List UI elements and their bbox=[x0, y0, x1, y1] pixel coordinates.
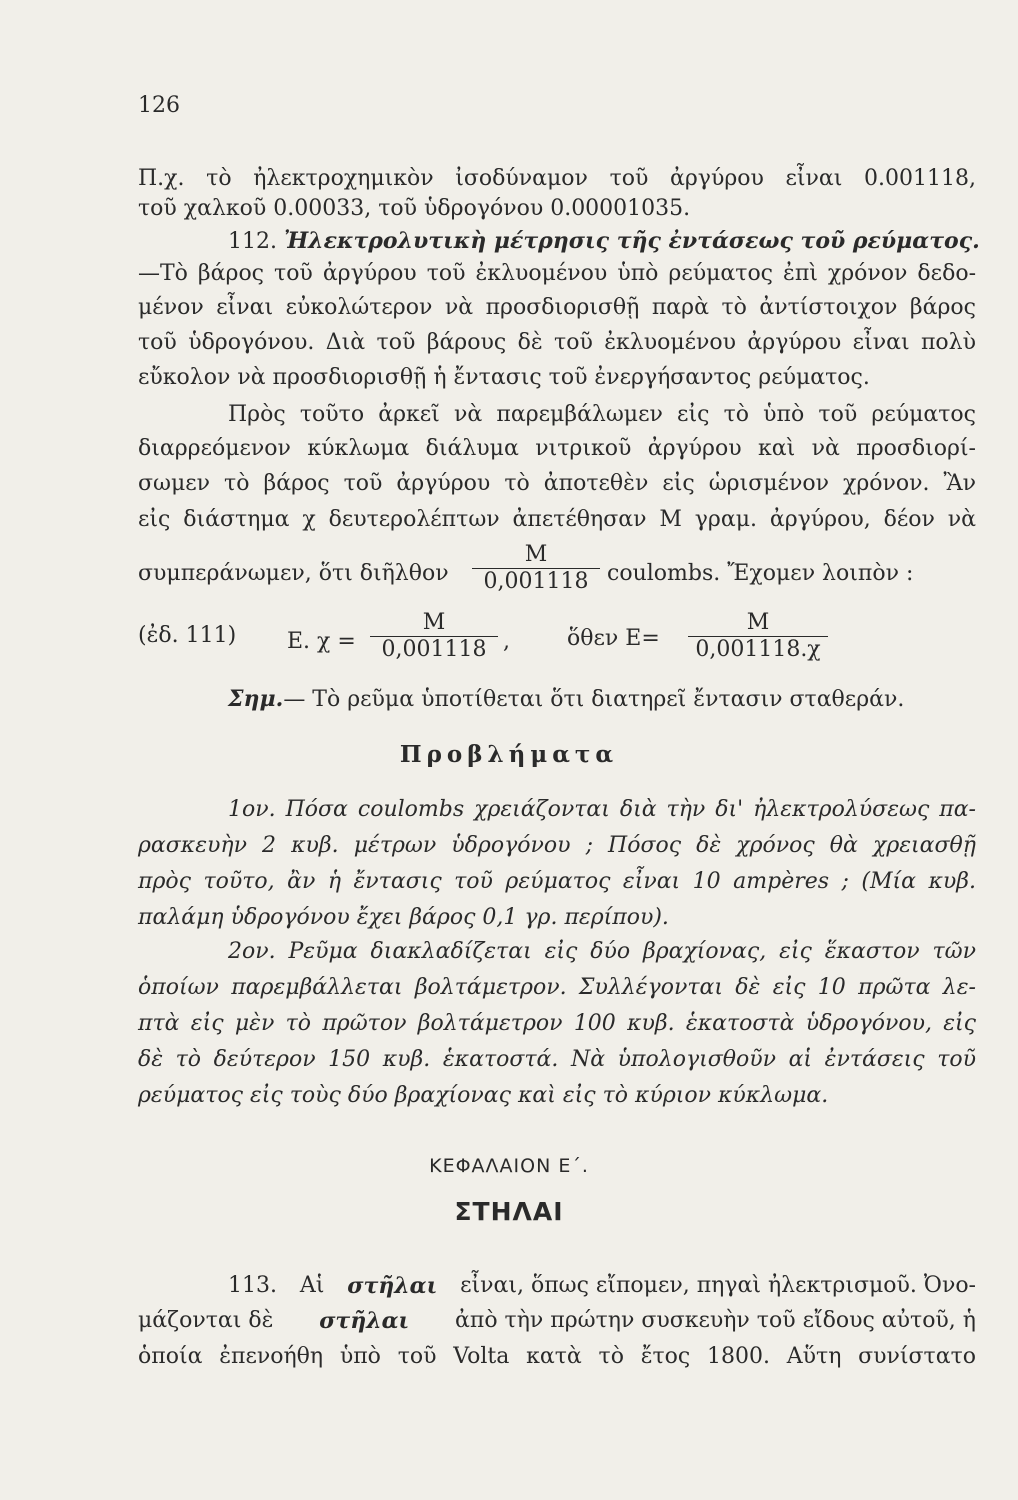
fraction-equation-2-denominator: 0,001118.χ bbox=[688, 636, 828, 663]
problem-2-line-4: δὲ τὸ δεύτερον 150 κυβ. ἑκατοστά. Νὰ ὑπολογισθοῦν αἱ ἐντάσεις τοῦ bbox=[138, 1047, 976, 1072]
fraction-coulombs-numerator: M bbox=[524, 542, 548, 567]
section-112-line-2: μένον εἶναι εὐκολώτερον νὰ προσδιορισθῇ παρὰ τὸ ἀντίστοιχον βάρος bbox=[138, 295, 976, 320]
section-113-line-3: ὁποία ἐπενοήθη ὑπὸ τοῦ Volta κατὰ τὸ ἔτος 1800. Αὕτη συνίστατο bbox=[138, 1344, 976, 1369]
section-112-line-1: —Τὸ βάρος τοῦ ἀργύρου τοῦ ἐκλυομένου ὑπὸ ρεύματος ἐπὶ χρόνον δεδο- bbox=[138, 261, 976, 286]
section-112-line-3: τοῦ ὑδρογόνου. Διὰ τοῦ βάρους δὲ τοῦ ἐκλυομένου ἀργύρου εἶναι πολὺ bbox=[138, 330, 976, 355]
note-text: — Τὸ ρεῦμα ὑποτίθεται ὅτι διατηρεῖ ἔντασιν σταθεράν. bbox=[283, 687, 905, 712]
fraction-equation-1-numerator: M bbox=[422, 610, 446, 635]
problem-2-line-2: ὁποίων παρεμβάλλεται βολτάμετρον. Συλλέγονται δὲ εἰς 10 πρῶτα λε- bbox=[138, 975, 976, 1000]
fraction-coulombs-denominator: 0,001118 bbox=[472, 568, 600, 595]
section-113-line-1-c: εἶναι, ὅπως εἴπομεν, πηγαὶ ἠλεκτρισμοῦ. Ὀνο- bbox=[460, 1273, 976, 1298]
chapter-title: ΣΤΗΛΑΙ bbox=[454, 1197, 564, 1226]
section-113-number: 113. bbox=[228, 1273, 277, 1298]
note-label: Σημ. bbox=[228, 686, 284, 712]
page-number: 126 bbox=[138, 93, 180, 118]
note-line bbox=[228, 685, 904, 714]
section-112-para2-line-3: σωμεν τὸ βάρος τοῦ ἀργύρου τὸ ἀποτεθὲν εἰς ὡρισμένον χρόνον. Ἂν bbox=[138, 471, 976, 496]
section-112-para2-line-1: Πρὸς τοῦτο ἀρκεῖ νὰ παρεμβάλωμεν εἰς τὸ ὑπὸ τοῦ ρεύματος bbox=[228, 402, 976, 427]
section-113-line-2-a: μάζονται δὲ bbox=[138, 1308, 274, 1333]
problem-2-line-3: πτὰ εἰς μὲν τὸ πρῶτον βολτάμετρον 100 κυβ. ἑκατοστὰ ὑδρογόνου, εἰς bbox=[138, 1011, 976, 1036]
problem-1-line-2: ρασκευὴν 2 κυβ. μέτρων ὑδρογόνου ; Πόσος δὲ χρόνος θὰ χρειασθῇ bbox=[138, 833, 976, 858]
equation-separator: , bbox=[503, 629, 510, 654]
section-113-term-1: στῆλαι bbox=[347, 1273, 438, 1299]
conclusion-post: coulombs. Ἔχομεν λοιπὸν : bbox=[607, 561, 914, 586]
section-112-para2-line-2: διαρρεόμενον κύκλωμα διάλυμα νιτρικοῦ ἀργύρου καὶ νὰ προσδιορί- bbox=[138, 436, 976, 461]
section-112-heading-line bbox=[228, 227, 980, 256]
fraction-equation-1-denominator: 0,001118 bbox=[370, 636, 498, 663]
example-line-1: Π.χ. τὸ ἠλεκτροχημικὸν ἰσοδύναμον τοῦ ἀργύρου εἶναι 0.001118, bbox=[138, 166, 976, 191]
problem-2-line-1: 2ον. Ρεῦμα διακλαδίζεται εἰς δύο βραχίονας, εἰς ἕκαστον τῶν bbox=[228, 939, 976, 964]
section-112-heading: Ἠλεκτρολυτικὴ μέτρησις τῆς ἐντάσεως τοῦ ρεύματος. bbox=[283, 228, 980, 254]
fraction-equation-2 bbox=[688, 610, 828, 663]
equation-lhs: E. χ = bbox=[287, 629, 356, 654]
fraction-equation-2-numerator: M bbox=[746, 610, 770, 635]
fraction-equation-1 bbox=[370, 610, 498, 663]
equation-reference: (ἐδ. 111) bbox=[138, 623, 237, 648]
problem-2-line-5: ρεύματος εἰς τοὺς δύο βραχίονας καὶ εἰς τὸ κύριον κύκλωμα. bbox=[138, 1083, 829, 1108]
chapter-label: ΚΕΦΑΛΑΙΟΝ Ε΄. bbox=[429, 1155, 589, 1177]
problem-1-line-3: πρὸς τοῦτο, ἂν ἡ ἔντασις τοῦ ρεύματος εἶναι 10 ampères ; (Μία κυβ. bbox=[138, 869, 976, 894]
section-113-line-1-a: Αἱ bbox=[299, 1273, 325, 1298]
problem-1-line-4: παλάμη ὑδρογόνου ἔχει βάρος 0,1 γρ. περίπου). bbox=[138, 905, 669, 930]
section-113-term-2: στῆλαι bbox=[319, 1308, 410, 1334]
problem-1-line-1: 1ον. Πόσα coulombs χρειάζονται διὰ τὴν δι' ἠλεκτρολύσεως πα- bbox=[228, 797, 976, 822]
section-113-line-1 bbox=[228, 1272, 976, 1300]
section-113-line-2 bbox=[138, 1307, 976, 1335]
conclusion-pre: συμπεράνωμεν, ὅτι διῆλθον bbox=[138, 561, 449, 586]
section-113-line-2-c: ἀπὸ τὴν πρώτην συσκευὴν τοῦ εἴδους αὐτοῦ, ἡ bbox=[455, 1308, 976, 1333]
equation-then: ὅθεν E= bbox=[567, 626, 660, 651]
section-112-line-4: εὔκολον νὰ προσδιορισθῇ ἡ ἔντασις τοῦ ἐνεργήσαντος ρεύματος. bbox=[138, 365, 870, 390]
fraction-coulombs bbox=[472, 542, 600, 595]
problems-title: Προβλήματα bbox=[399, 741, 619, 768]
section-112-number: 112. bbox=[228, 229, 277, 254]
example-line-2: τοῦ χαλκοῦ 0.00033, τοῦ ὑδρογόνου 0.00001035. bbox=[138, 196, 691, 221]
section-112-para2-line-4: εἰς διάστημα χ δευτερολέπτων ἀπετέθησαν Μ γραμ. ἀργύρου, δέον νὰ bbox=[138, 507, 976, 532]
